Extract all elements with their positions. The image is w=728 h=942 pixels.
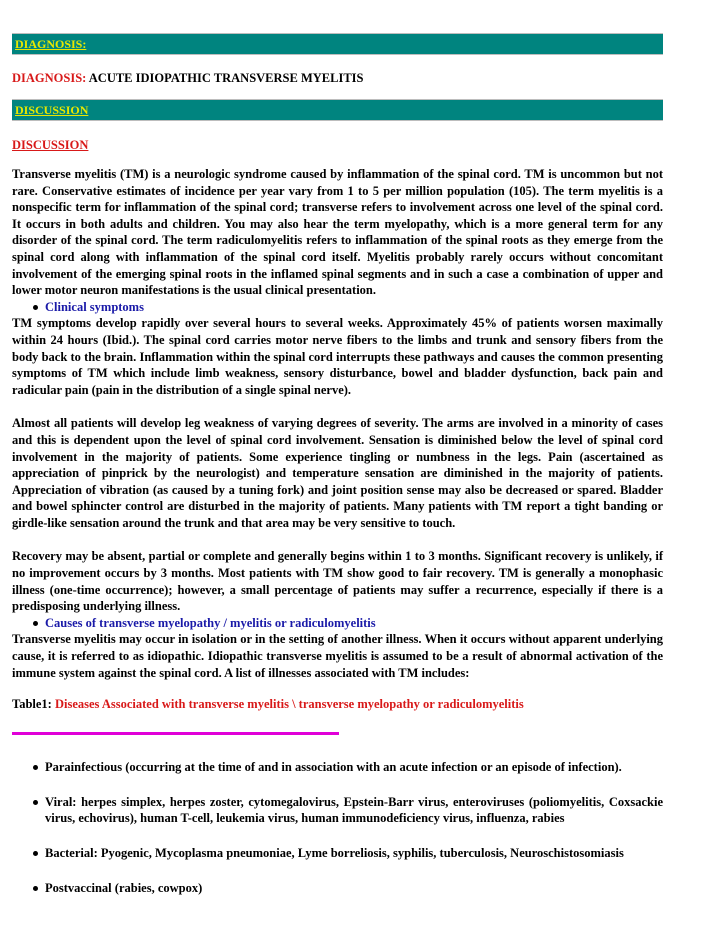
document-page (12, 33, 663, 914)
table-caption-label: Table1: (12, 697, 52, 712)
diagnosis-header-bar (12, 33, 663, 55)
disease-list-item: Viral: herpes simplex, herpes zoster, cytomegalovirus, Epstein-Barr virus, enteroviruses (poliomyelitis, Coxsackie virus, echovirus), human T-cell, leukemia virus, human immunodeficiency virus, influenza, rabies (12, 794, 663, 827)
table-caption (12, 697, 663, 712)
magenta-divider (12, 732, 339, 735)
clinical-symptoms-subheading: Clinical symptoms (12, 299, 663, 316)
recovery-paragraph: Recovery may be absent, partial or complete and generally begins within 1 to 3 months. Significant recovery is unlikely, if no improvement occurs by 3 months. Most patients with TM show good to fair recovery. TM is generally a monophasic illness (one-time occurrence); however, a small percentage of patients may suffer a recurrence, especially if there is a predisposing underlying illness. (12, 549, 663, 614)
causes-subheading: Causes of transverse myelopathy / myelitis or radiculomyelitis (12, 615, 663, 632)
discussion-heading: DISCUSSION (12, 138, 89, 152)
diagnosis-label: DIAGNOSIS: (12, 71, 87, 85)
discussion-header-text: DISCUSSION (15, 103, 89, 117)
intro-paragraph: Transverse myelitis (TM) is a neurologic syndrome caused by inflammation of the spinal cord. TM is uncommon but not rare. Conservative estimates of incidence per year vary from 1 to 5 per million population (105). The term myelitis is a nonspecific term for inflammation of the spinal cord; transverse refers to involvement across one level of the spinal cord. It occurs in both adults and children. You may also hear the term myelopathy, which is a more general term for any disorder of the spinal cord. The term radiculomyelitis refers to inflammation of the spinal roots as they emerge from the spinal cord along with inflammation of the spinal cord itself. Myelitis probably rarely occurs without concomitant involvement of the emerging spinal roots in the inflamed spinal segments and in such a case a combination of upper and lower motor neuron manifestations is the usual clinical presentation. (12, 167, 663, 298)
disease-list-item: Postvaccinal (rabies, cowpox) (12, 880, 663, 897)
causes-list (12, 615, 663, 632)
symptoms-paragraph-1: TM symptoms develop rapidly over several hours to several weeks. Approximately 45% of patients worsen maximally within 24 hours (Ibid.). The spinal cord carries motor nerve fibers to the limbs and trunk and sensory fibers from the body back to the brain. Inflammation within the spinal cord interrupts these pathways and causes the common presenting symptoms of TM which include limb weakness, sensory disturbance, bowel and bladder dysfunction, back pain and radicular pain (pain in the distribution of a single spinal nerve). (12, 316, 663, 397)
clinical-symptoms-list (12, 299, 663, 316)
disease-list-item: Parainfectious (occurring at the time of and in association with an acute infection or an episode of infection). (12, 759, 663, 776)
causes-paragraph: Transverse myelitis may occur in isolation or in the setting of another illness. When it occurs without apparent underlying cause, it is referred to as idiopathic. Idiopathic transverse myelitis is assumed to be a result of abnormal activation of the immune system against the spinal cord. A list of illnesses associated with TM includes: (12, 632, 663, 680)
diagnosis-header-text: DIAGNOSIS: (15, 37, 87, 51)
disease-list-item: Bacterial: Pyogenic, Mycoplasma pneumoniae, Lyme borreliosis, syphilis, tuberculosis, Neuroschistosomiasis (12, 845, 663, 862)
symptoms-paragraph-2: Almost all patients will develop leg weakness of varying degrees of severity. The arms are involved in a minority of cases and this is dependent upon the level of spinal cord involvement. Sensation is diminished below the level of spinal cord involvement in the majority of patients. Some experience tingling or numbness in the legs. Pain (ascertained as appreciation of pinprick by the neurologist) and temperature sensation are diminished in the majority of patients. Appreciation of vibration (as caused by a tuning fork) and joint position sense may also be decreased or spared. Bladder and bowel sphincter control are disturbed in the majority of patients. Many patients with TM report a tight banding or girdle-like sensation around the trunk and that area may be very sensitive to touch. (12, 416, 663, 530)
table-caption-title: Diseases Associated with transverse myelitis \ transverse myelopathy or radiculomyelitis (54, 697, 524, 712)
diagnosis-line (12, 71, 663, 86)
discussion-header-bar (12, 99, 663, 121)
disease-list (12, 759, 663, 896)
diagnosis-value: ACUTE IDIOPATHIC TRANSVERSE MYELITIS (88, 71, 364, 85)
